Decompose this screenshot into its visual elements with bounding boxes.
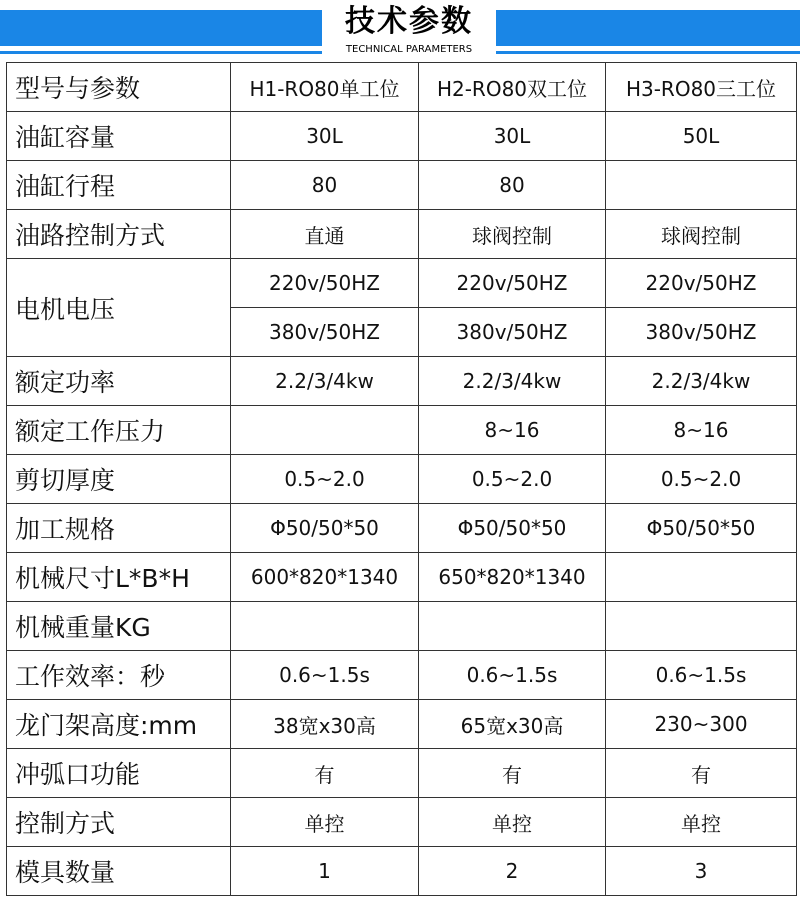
table-cell: 0.5~2.0 (419, 455, 606, 504)
parameter-table (6, 62, 797, 896)
table-cell: 有 (606, 749, 797, 798)
row-label: 额定工作压力 (7, 406, 231, 455)
table-cell: 2.2/3/4kw (231, 357, 419, 406)
table-cell: Φ50/50*50 (419, 504, 606, 553)
table-cell: 380v/50HZ (231, 308, 419, 357)
page-title: 技术参数 (345, 4, 473, 39)
row-label: 额定功率 (7, 357, 231, 406)
row-label: 剪切厚度 (7, 455, 231, 504)
model-header: H2-RO80双工位 (419, 63, 606, 112)
row-label: 控制方式 (7, 798, 231, 847)
table-cell: Φ50/50*50 (231, 504, 419, 553)
table-cell: 600*820*1340 (231, 553, 419, 602)
table-cell: 38宽x30高 (231, 700, 419, 749)
header-bar-left (0, 10, 322, 46)
table-cell: 直通 (231, 210, 419, 259)
table-cell: 8~16 (606, 406, 797, 455)
table-row (7, 504, 797, 553)
table-cell: 65宽x30高 (419, 700, 606, 749)
table-cell: 30L (419, 112, 606, 161)
row-label: 加工规格 (7, 504, 231, 553)
header-underline-right (496, 51, 800, 54)
table-row (7, 553, 797, 602)
table-cell: 30L (231, 112, 419, 161)
table-cell: 1 (231, 847, 419, 896)
table-cell (231, 406, 419, 455)
row-label: 模具数量 (7, 847, 231, 896)
table-row (7, 700, 797, 749)
row-label: 工作效率：秒 (7, 651, 231, 700)
table-cell (419, 602, 606, 651)
table-cell (606, 161, 797, 210)
table-cell: 3 (606, 847, 797, 896)
header-underline-left (0, 51, 322, 54)
table-row (7, 357, 797, 406)
model-header: H3-RO80三工位 (606, 63, 797, 112)
table-cell: 0.6~1.5s (231, 651, 419, 700)
table-cell: 50L (606, 112, 797, 161)
table-cell: 2 (419, 847, 606, 896)
row-label: 油路控制方式 (7, 210, 231, 259)
table-row (7, 798, 797, 847)
table-row (7, 406, 797, 455)
row-label: 油缸容量 (7, 112, 231, 161)
table-row (7, 749, 797, 798)
table-cell (606, 602, 797, 651)
table-cell: 80 (231, 161, 419, 210)
table-cell (606, 553, 797, 602)
table-cell: 220v/50HZ (419, 259, 606, 308)
header-banner (0, 0, 800, 62)
header-bar-right (496, 10, 800, 46)
table-cell: 80 (419, 161, 606, 210)
table-row (7, 210, 797, 259)
table-row (7, 112, 797, 161)
table-header-row (7, 63, 797, 112)
table-cell: 380v/50HZ (606, 308, 797, 357)
row-label: 油缸行程 (7, 161, 231, 210)
model-header: H1-RO80单工位 (231, 63, 419, 112)
table-cell: 2.2/3/4kw (419, 357, 606, 406)
table-cell: Φ50/50*50 (606, 504, 797, 553)
table-cell: 0.6~1.5s (606, 651, 797, 700)
row-label: 机械重量KG (7, 602, 231, 651)
table-row (7, 602, 797, 651)
table-cell: 球阀控制 (419, 210, 606, 259)
table-row (7, 651, 797, 700)
table-row (7, 455, 797, 504)
table-cell: 0.6~1.5s (419, 651, 606, 700)
table-cell: 220v/50HZ (606, 259, 797, 308)
table-cell: 230~300 (606, 700, 797, 749)
table-cell: 单控 (606, 798, 797, 847)
table-cell: 0.5~2.0 (606, 455, 797, 504)
table-cell (231, 602, 419, 651)
table-row (7, 161, 797, 210)
table-cell: 单控 (419, 798, 606, 847)
table-cell: 球阀控制 (606, 210, 797, 259)
table-cell: 220v/50HZ (231, 259, 419, 308)
page-subtitle: TECHNICAL PARAMETERS (345, 44, 473, 55)
table-cell: 8~16 (419, 406, 606, 455)
row-label: 机械尺寸L*B*H (7, 553, 231, 602)
table-cell: 有 (231, 749, 419, 798)
table-cell: 有 (419, 749, 606, 798)
table-cell: 0.5~2.0 (231, 455, 419, 504)
row-label: 龙门架高度:mm (7, 700, 231, 749)
table-row (7, 847, 797, 896)
table-cell: 380v/50HZ (419, 308, 606, 357)
row-label: 电机电压 (7, 259, 231, 357)
table-cell: 2.2/3/4kw (606, 357, 797, 406)
row-label: 冲弧口功能 (7, 749, 231, 798)
table-row (7, 259, 797, 308)
corner-label: 型号与参数 (7, 63, 231, 112)
table-cell: 单控 (231, 798, 419, 847)
table-cell: 650*820*1340 (419, 553, 606, 602)
